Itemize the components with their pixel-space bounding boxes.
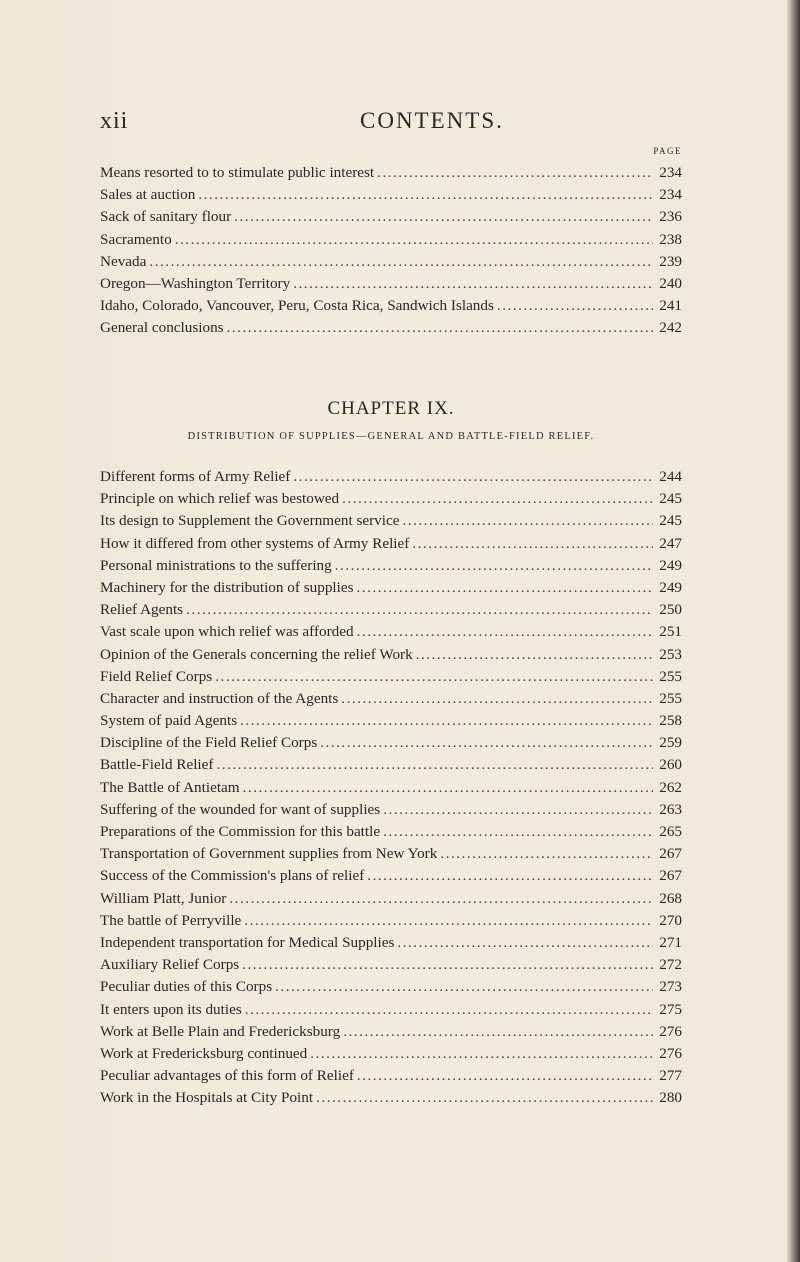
toc-entry-title: Different forms of Army Relief <box>100 468 291 485</box>
toc-entry <box>100 317 682 339</box>
toc-entry <box>100 510 682 532</box>
toc-entry-title: Preparations of the Commission for this battle <box>100 823 381 840</box>
toc-entry <box>100 229 682 251</box>
toc-entry <box>100 666 682 688</box>
dot-leader <box>216 754 653 776</box>
dot-leader <box>149 251 653 273</box>
toc-entry <box>100 954 682 976</box>
toc-entry <box>100 577 682 599</box>
toc-entry-title: Relief Agents <box>100 601 184 619</box>
toc-entry-page: 242 <box>659 319 682 337</box>
toc-entry-title: Peculiar duties of this Corps <box>100 978 273 996</box>
toc-entry-title: Sales at auction <box>100 186 196 204</box>
toc-entry-page: 280 <box>659 1089 682 1107</box>
running-head: CONTENTS. <box>360 108 504 133</box>
toc-entry-title: Vast scale upon which relief was afforded <box>100 623 354 641</box>
toc-entry-page: 267 <box>659 845 682 863</box>
toc-entry <box>100 206 682 228</box>
toc-entry-page: 255 <box>659 689 682 707</box>
toc-entry-page: 262 <box>659 778 682 796</box>
toc-entry-page: 265 <box>659 823 682 840</box>
dot-leader <box>234 206 653 228</box>
toc-entry-title: The Battle of Antietam <box>100 778 240 796</box>
dot-leader <box>342 488 653 510</box>
dot-leader <box>244 910 653 932</box>
toc-entry-title: Work in the Hospitals at City Point <box>100 1089 314 1107</box>
toc-entry-title: Transportation of Government supplies from New York <box>100 845 438 863</box>
toc-entry <box>100 910 682 932</box>
toc-entry <box>100 162 682 184</box>
toc-entry-page: 249 <box>659 578 682 596</box>
toc-entry-page: 245 <box>659 512 682 530</box>
toc-entry <box>100 754 682 776</box>
toc-entry-title: Success of the Commission's plans of relief <box>100 867 365 885</box>
toc-entry-title: It enters upon its duties <box>100 1000 242 1018</box>
toc-entry <box>100 999 682 1021</box>
dot-leader <box>367 865 653 887</box>
dot-leader <box>293 466 653 488</box>
toc-entry-page: 267 <box>659 867 682 885</box>
toc-entry-page: 250 <box>659 601 682 619</box>
dot-leader <box>357 577 653 599</box>
toc-entry-title: Independent transportation for Medical Supplies <box>100 933 395 951</box>
toc-entry-title: Work at Fredericksburg continued <box>100 1044 308 1062</box>
toc-entry <box>100 599 682 621</box>
toc-entry-page: 255 <box>659 667 682 685</box>
dot-leader <box>310 1043 653 1065</box>
dot-leader <box>343 1021 653 1043</box>
toc-entry-page: 271 <box>659 933 682 951</box>
toc-entry-page: 258 <box>659 712 682 730</box>
chapter-subtitle: DISTRIBUTION OF SUPPLIES—GENERAL AND BATTLE-FIELD RELIEF. <box>187 431 595 442</box>
toc-entry-title: Idaho, Colorado, Vancouver, Peru, Costa Rica, Sandwich Islands <box>100 297 494 315</box>
toc-entry-title: Auxiliary Relief Corps <box>100 956 240 974</box>
dot-leader <box>227 317 653 339</box>
toc-entry-page: 259 <box>659 734 682 752</box>
toc-entry-page: 251 <box>659 623 682 641</box>
toc-entry <box>100 466 682 488</box>
toc-entry-title: The battle of Perryville <box>100 911 242 929</box>
toc-entry <box>100 799 682 821</box>
toc-entry <box>100 251 682 273</box>
toc-entry <box>100 688 682 710</box>
toc-entry-title: Its design to Supplement the Government service <box>100 512 400 530</box>
toc-entry-title: Sacramento <box>100 230 172 248</box>
dot-leader <box>416 644 653 666</box>
toc-entry <box>100 1065 682 1087</box>
toc-entry-page: 236 <box>659 208 682 226</box>
toc-entry-title: Means resorted to to stimulate public interest <box>100 164 375 181</box>
toc-entry-title: Principle on which relief was bestowed <box>100 490 340 508</box>
toc-entry <box>100 1087 682 1109</box>
dot-leader <box>243 777 653 799</box>
toc-entry-page: 238 <box>659 230 682 248</box>
dot-leader <box>412 533 653 555</box>
toc-entry-page: 276 <box>659 1044 682 1062</box>
dot-leader <box>186 599 653 621</box>
toc-entry-page: 263 <box>659 800 682 818</box>
toc-entry <box>100 644 682 666</box>
toc-entry-title: Work at Belle Plain and Fredericksburg <box>100 1022 341 1040</box>
toc-entry-title: Machinery for the distribution of supplies <box>100 578 354 596</box>
toc-entry <box>100 533 682 555</box>
page-number-folio: xii <box>100 108 129 134</box>
toc-entry-title: Nevada <box>100 252 147 270</box>
dot-leader <box>440 843 653 865</box>
dot-leader <box>497 295 653 317</box>
toc-entry <box>100 821 682 843</box>
toc-entry-title: Discipline of the Field Relief Corps <box>100 734 318 752</box>
toc-entry-page: 241 <box>659 297 682 315</box>
toc-entry-title: William Platt, Junior <box>100 889 227 907</box>
toc-entry-title: Personal ministrations to the suffering <box>100 556 332 574</box>
toc-entry-title: Oregon—Washington Territory <box>100 274 291 292</box>
toc-entry <box>100 976 682 998</box>
dot-leader <box>293 273 653 295</box>
toc-entry <box>100 184 682 206</box>
dot-leader <box>335 555 653 577</box>
toc-entry-title: General conclusions <box>100 319 224 337</box>
toc-entry-page: 270 <box>659 911 682 929</box>
toc-entry <box>100 621 682 643</box>
dot-leader <box>198 184 653 206</box>
dot-leader <box>316 1087 653 1109</box>
page-column-label: PAGE <box>653 146 682 156</box>
toc-entry <box>100 555 682 577</box>
dot-leader <box>215 666 653 688</box>
dot-leader <box>397 932 653 954</box>
toc-entry-title: Character and instruction of the Agents <box>100 689 339 707</box>
dot-leader <box>242 954 653 976</box>
dot-leader <box>175 229 653 251</box>
page-edge-shadow <box>786 0 800 1262</box>
toc-entry-page: 272 <box>659 956 682 974</box>
toc-entry-page: 277 <box>659 1067 682 1085</box>
dot-leader <box>402 510 653 532</box>
page-header <box>0 108 800 138</box>
toc-entry-page: 268 <box>659 889 682 907</box>
toc-list-chapter-ix <box>100 466 682 1109</box>
toc-entry-page: 245 <box>659 490 682 508</box>
toc-entry <box>100 777 682 799</box>
dot-leader <box>377 162 653 184</box>
toc-entry-page: 247 <box>659 534 682 552</box>
dot-leader <box>229 888 653 910</box>
toc-entry-page: 234 <box>659 164 682 181</box>
toc-entry-title: System of paid Agents <box>100 712 238 730</box>
toc-entry <box>100 710 682 732</box>
toc-entry-page: 249 <box>659 556 682 574</box>
dot-leader <box>240 710 653 732</box>
dot-leader <box>357 1065 653 1087</box>
toc-entry-title: Suffering of the wounded for want of supplies <box>100 800 381 818</box>
toc-entry-page: 275 <box>659 1000 682 1018</box>
toc-entry-title: How it differed from other systems of Army Relief <box>100 534 410 552</box>
toc-entry-page: 260 <box>659 756 682 774</box>
toc-entry-page: 276 <box>659 1022 682 1040</box>
toc-entry-page: 273 <box>659 978 682 996</box>
toc-entry-page: 239 <box>659 252 682 270</box>
toc-entry <box>100 865 682 887</box>
toc-entry-title: Sack of sanitary flour <box>100 208 232 226</box>
toc-entry <box>100 843 682 865</box>
toc-entry <box>100 732 682 754</box>
toc-entry-page: 234 <box>659 186 682 204</box>
toc-entry-title: Peculiar advantages of this form of Relief <box>100 1067 354 1085</box>
dot-leader <box>275 976 653 998</box>
dot-leader <box>320 732 653 754</box>
toc-entry-page: 244 <box>659 468 682 485</box>
dot-leader <box>341 688 653 710</box>
chapter-heading: CHAPTER IX. <box>327 398 455 419</box>
dot-leader <box>383 799 653 821</box>
toc-entry <box>100 273 682 295</box>
dot-leader <box>245 999 653 1021</box>
dot-leader <box>357 621 653 643</box>
toc-entry-title: Battle-Field Relief <box>100 756 214 774</box>
toc-entry <box>100 932 682 954</box>
toc-entry <box>100 295 682 317</box>
toc-entry <box>100 1021 682 1043</box>
toc-entry-title: Opinion of the Generals concerning the relief Work <box>100 645 413 663</box>
toc-entry-title: Field Relief Corps <box>100 667 213 685</box>
toc-list-previous-chapter <box>100 162 682 340</box>
toc-entry <box>100 488 682 510</box>
toc-entry <box>100 1043 682 1065</box>
toc-entry-page: 240 <box>659 274 682 292</box>
dot-leader <box>383 821 653 843</box>
toc-entry-page: 253 <box>659 645 682 663</box>
toc-entry <box>100 888 682 910</box>
